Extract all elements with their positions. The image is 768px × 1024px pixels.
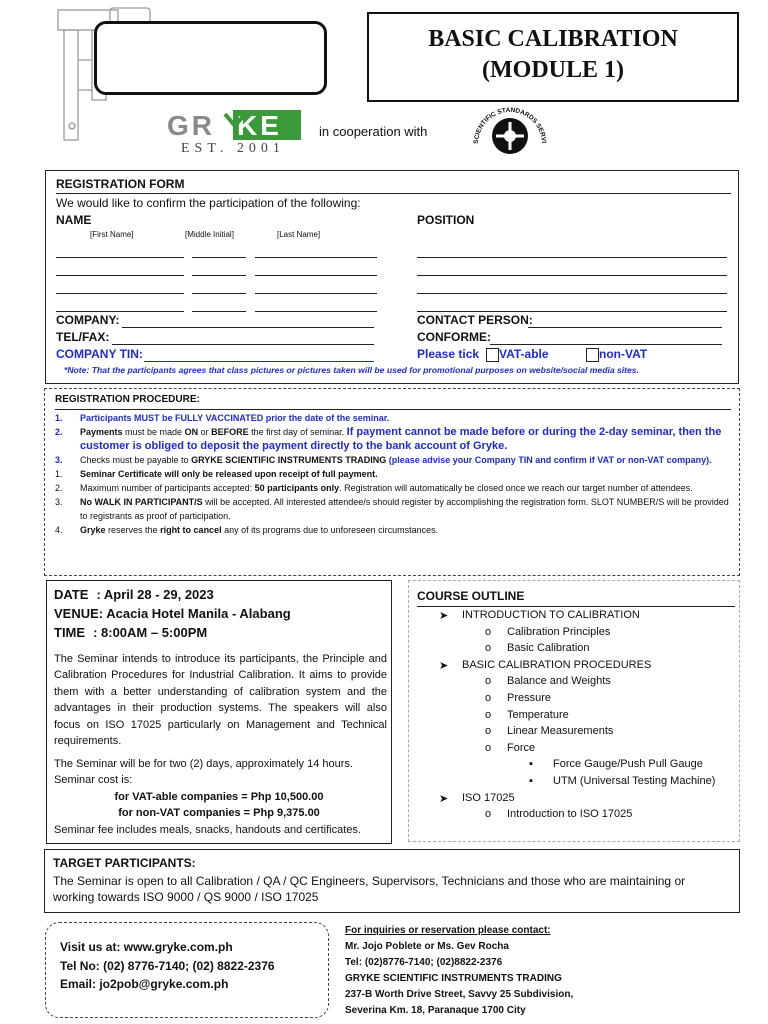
form-intro: We would like to confirm the participation of the following: <box>56 196 361 210</box>
inquiry-contact <box>345 923 725 1019</box>
outline-heading-rule <box>417 606 735 607</box>
target-text: The Seminar is open to all Calibration / QA / QC Engineers, Supervisors, Technicians and those who are maintaining or working towards ISO 9000 / QS 9000 / ISO 17025 <box>53 874 686 904</box>
outline-item: Pressure <box>507 692 552 704</box>
page-title-line1: BASIC CALIBRATION <box>428 26 678 52</box>
inquiry-phone: Tel: (02)8776-7140; (02)8822-2376 <box>345 957 503 968</box>
vat-able-checkbox[interactable] <box>486 348 499 362</box>
gryke-logo <box>165 110 301 142</box>
company-label: COMPANY: <box>56 313 120 327</box>
conforme-field[interactable] <box>490 344 722 345</box>
position-line-4[interactable] <box>417 311 727 312</box>
procedure-item: 3. No WALK IN PARTICIPANT/S will be accepted. All interested attendee/s should register by accomplishing the registration form. SLOT NUMBER/S will be provided to registrants as proof of participation. <box>55 497 729 521</box>
middle-initial-hint: [Middle Initial] <box>185 230 234 239</box>
outline-item: Basic Calibration <box>507 642 590 655</box>
name-row-3[interactable] <box>56 281 377 299</box>
company-tin-field[interactable] <box>144 361 374 362</box>
email-link[interactable]: Email: jo2pob@gryke.com.ph <box>60 977 229 991</box>
position-line-1[interactable] <box>417 257 727 258</box>
position-label: POSITION <box>417 213 475 227</box>
outline-item: INTRODUCTION TO CALIBRATION <box>462 609 640 621</box>
date-row: DATE : April 28 - 29, 2023 <box>54 587 214 602</box>
outline-bullet-icon: o <box>485 708 492 721</box>
non-vat-label: non-VAT <box>599 347 648 361</box>
company-tin-label: COMPANY TIN: <box>56 347 143 361</box>
company-field[interactable] <box>122 327 374 328</box>
outline-bullet-icon: ➤ <box>439 610 449 622</box>
outline-item: UTM (Universal Testing Machine) <box>553 775 716 787</box>
seminar-description: The Seminar intends to introduce its participants, the Principle and Calibration Procedures for Industrial Calibration. It aims to provide them with a better understanding of calibration system and the advantages in their production systems. The speakers will also focus on ISO 17025 particularly on Management and Technical requirements. <box>54 653 387 748</box>
seminar-cost-label: Seminar cost is: <box>54 774 133 786</box>
outline-item: Balance and Weights <box>507 675 611 688</box>
non-vat-checkbox[interactable] <box>586 348 599 362</box>
non-vat-price: for non-VAT companies = Php 9,375.00 <box>118 807 320 819</box>
svg-text:GR: GR <box>167 110 215 140</box>
svg-text:KE: KE <box>237 110 282 140</box>
target-heading: TARGET PARTICIPANTS: <box>53 856 196 870</box>
seminar-inclusions: Seminar fee includes meals, snacks, handouts and certificates. <box>54 824 361 836</box>
outline-item: Linear Measurements <box>507 725 614 738</box>
outline-bullet-icon: o <box>485 625 492 638</box>
name-row-2[interactable] <box>56 263 377 281</box>
page-title-line2: (MODULE 1) <box>482 57 624 83</box>
logo-placeholder-box <box>94 21 327 95</box>
outline-bullet-icon: o <box>485 808 492 821</box>
first-name-hint: [First Name] <box>90 230 134 239</box>
procedure-item: 2. Payments must be made ON or BEFORE the first day of seminar. If payment cannot be made before or during the 2-day seminar, then the customer is obliged to deposit the payment directly to the bank account of Gryke. <box>55 426 722 452</box>
name-row-1[interactable] <box>56 245 377 263</box>
last-name-hint: [Last Name] <box>277 230 321 239</box>
procedure-item: 1. Seminar Certificate will only be released upon receipt of full payment. <box>55 469 378 479</box>
seminar-duration: The Seminar will be for two (2) days, approximately 14 hours. <box>54 758 353 770</box>
procedure-item: 4. Gryke reserves the right to cancel any of its programs due to unforeseen circumstances. <box>55 525 439 535</box>
name-label: NAME <box>56 213 92 227</box>
target-participants <box>44 849 740 913</box>
outline-item: BASIC CALIBRATION PROCEDURES <box>462 658 652 671</box>
vat-price: for VAT-able companies = Php 10,500.00 <box>114 791 324 803</box>
outline-item: ISO 17025 <box>462 791 515 804</box>
svg-text:SCIENTIFIC STANDARDS SERVICES: SCIENTIFIC STANDARDS SERVI <box>472 106 547 145</box>
procedure-item: 1. Participants MUST be FULLY VACCINATED prior the date of the seminar. <box>55 413 390 423</box>
title-box <box>367 12 739 102</box>
procedure-heading: REGISTRATION PROCEDURE: <box>55 394 200 405</box>
telfax-label: TEL/FAX: <box>56 330 110 344</box>
outline-item: Calibration Principles <box>507 625 611 638</box>
course-outline <box>408 580 740 842</box>
contact-person-label: CONTACT PERSON: <box>417 313 533 327</box>
outline-bullet-icon: ▪ <box>529 758 533 771</box>
contact-person-field[interactable] <box>528 327 722 328</box>
please-tick-label: Please tick <box>417 347 480 361</box>
cooperation-text: in cooperation with <box>319 124 428 139</box>
procedure-heading-rule <box>55 409 731 410</box>
procedure-item: 3. Checks must be payable to GRYKE SCIENTIFIC INSTRUMENTS TRADING (please advise your Company TIN and confirm if VAT or non-VAT company). <box>55 455 712 465</box>
outline-bullet-icon: o <box>485 741 492 754</box>
outline-bullet-icon: o <box>485 642 492 655</box>
inquiry-address-1: 237-B Worth Drive Street, Savvy 25 Subdivision, <box>345 989 574 1000</box>
inquiry-names: Mr. Jojo Poblete or Ms. Gev Rocha <box>345 941 509 952</box>
outline-bullet-icon: ▪ <box>529 775 533 787</box>
website-link[interactable]: Visit us at: www.gryke.com.ph <box>60 940 233 954</box>
visit-phone: Tel No: (02) 8776-7140; (02) 8822-2376 <box>60 959 275 973</box>
inquiry-address-2: Severina Km. 18, Paranaque 1700 City <box>345 1005 526 1016</box>
outline-bullet-icon: o <box>485 725 492 738</box>
outline-heading: COURSE OUTLINE <box>417 589 525 603</box>
sss-seal-logo <box>468 96 552 166</box>
vat-able-label: VAT-able <box>499 347 549 361</box>
position-line-3[interactable] <box>417 293 727 294</box>
outline-bullet-icon: o <box>485 675 492 688</box>
time-row: TIME : 8:00AM – 5:00PM <box>54 625 208 640</box>
procedure-item: 2. Maximum number of participants accepted: 50 participants only. Registration will automatically be closed once we reach our target number of attendees. <box>55 483 693 493</box>
inquiry-heading: For inquiries or reservation please contact: <box>345 925 551 936</box>
registration-procedure <box>44 388 740 576</box>
form-note: *Note: That the participants agrees that class pictures or pictures taken will be used for promotional purposes on website/social media sites. <box>64 365 639 375</box>
position-line-2[interactable] <box>417 275 727 276</box>
outline-bullet-icon: ➤ <box>439 659 449 672</box>
registration-form <box>45 170 739 384</box>
outline-bullet-icon: ➤ <box>439 792 449 805</box>
brand-est: EST. 2001 <box>181 141 285 156</box>
form-heading-rule <box>56 193 731 194</box>
visit-box <box>45 922 329 1018</box>
outline-item: Force <box>507 741 536 754</box>
inquiry-company: GRYKE SCIENTIFIC INSTRUMENTS TRADING <box>345 973 562 984</box>
seminar-details <box>46 580 392 844</box>
procedure-list <box>53 411 733 537</box>
outline-item: Force Gauge/Push Pull Gauge <box>553 758 703 771</box>
outline-bullet-icon: o <box>485 692 492 704</box>
outline-item: Temperature <box>507 708 569 721</box>
venue-row: VENUE: Acacia Hotel Manila - Alabang <box>54 606 291 621</box>
telfax-field[interactable] <box>112 344 374 345</box>
outline-item: Introduction to ISO 17025 <box>507 808 633 821</box>
form-heading: REGISTRATION FORM <box>56 177 185 191</box>
conforme-label: CONFORME: <box>417 330 491 344</box>
